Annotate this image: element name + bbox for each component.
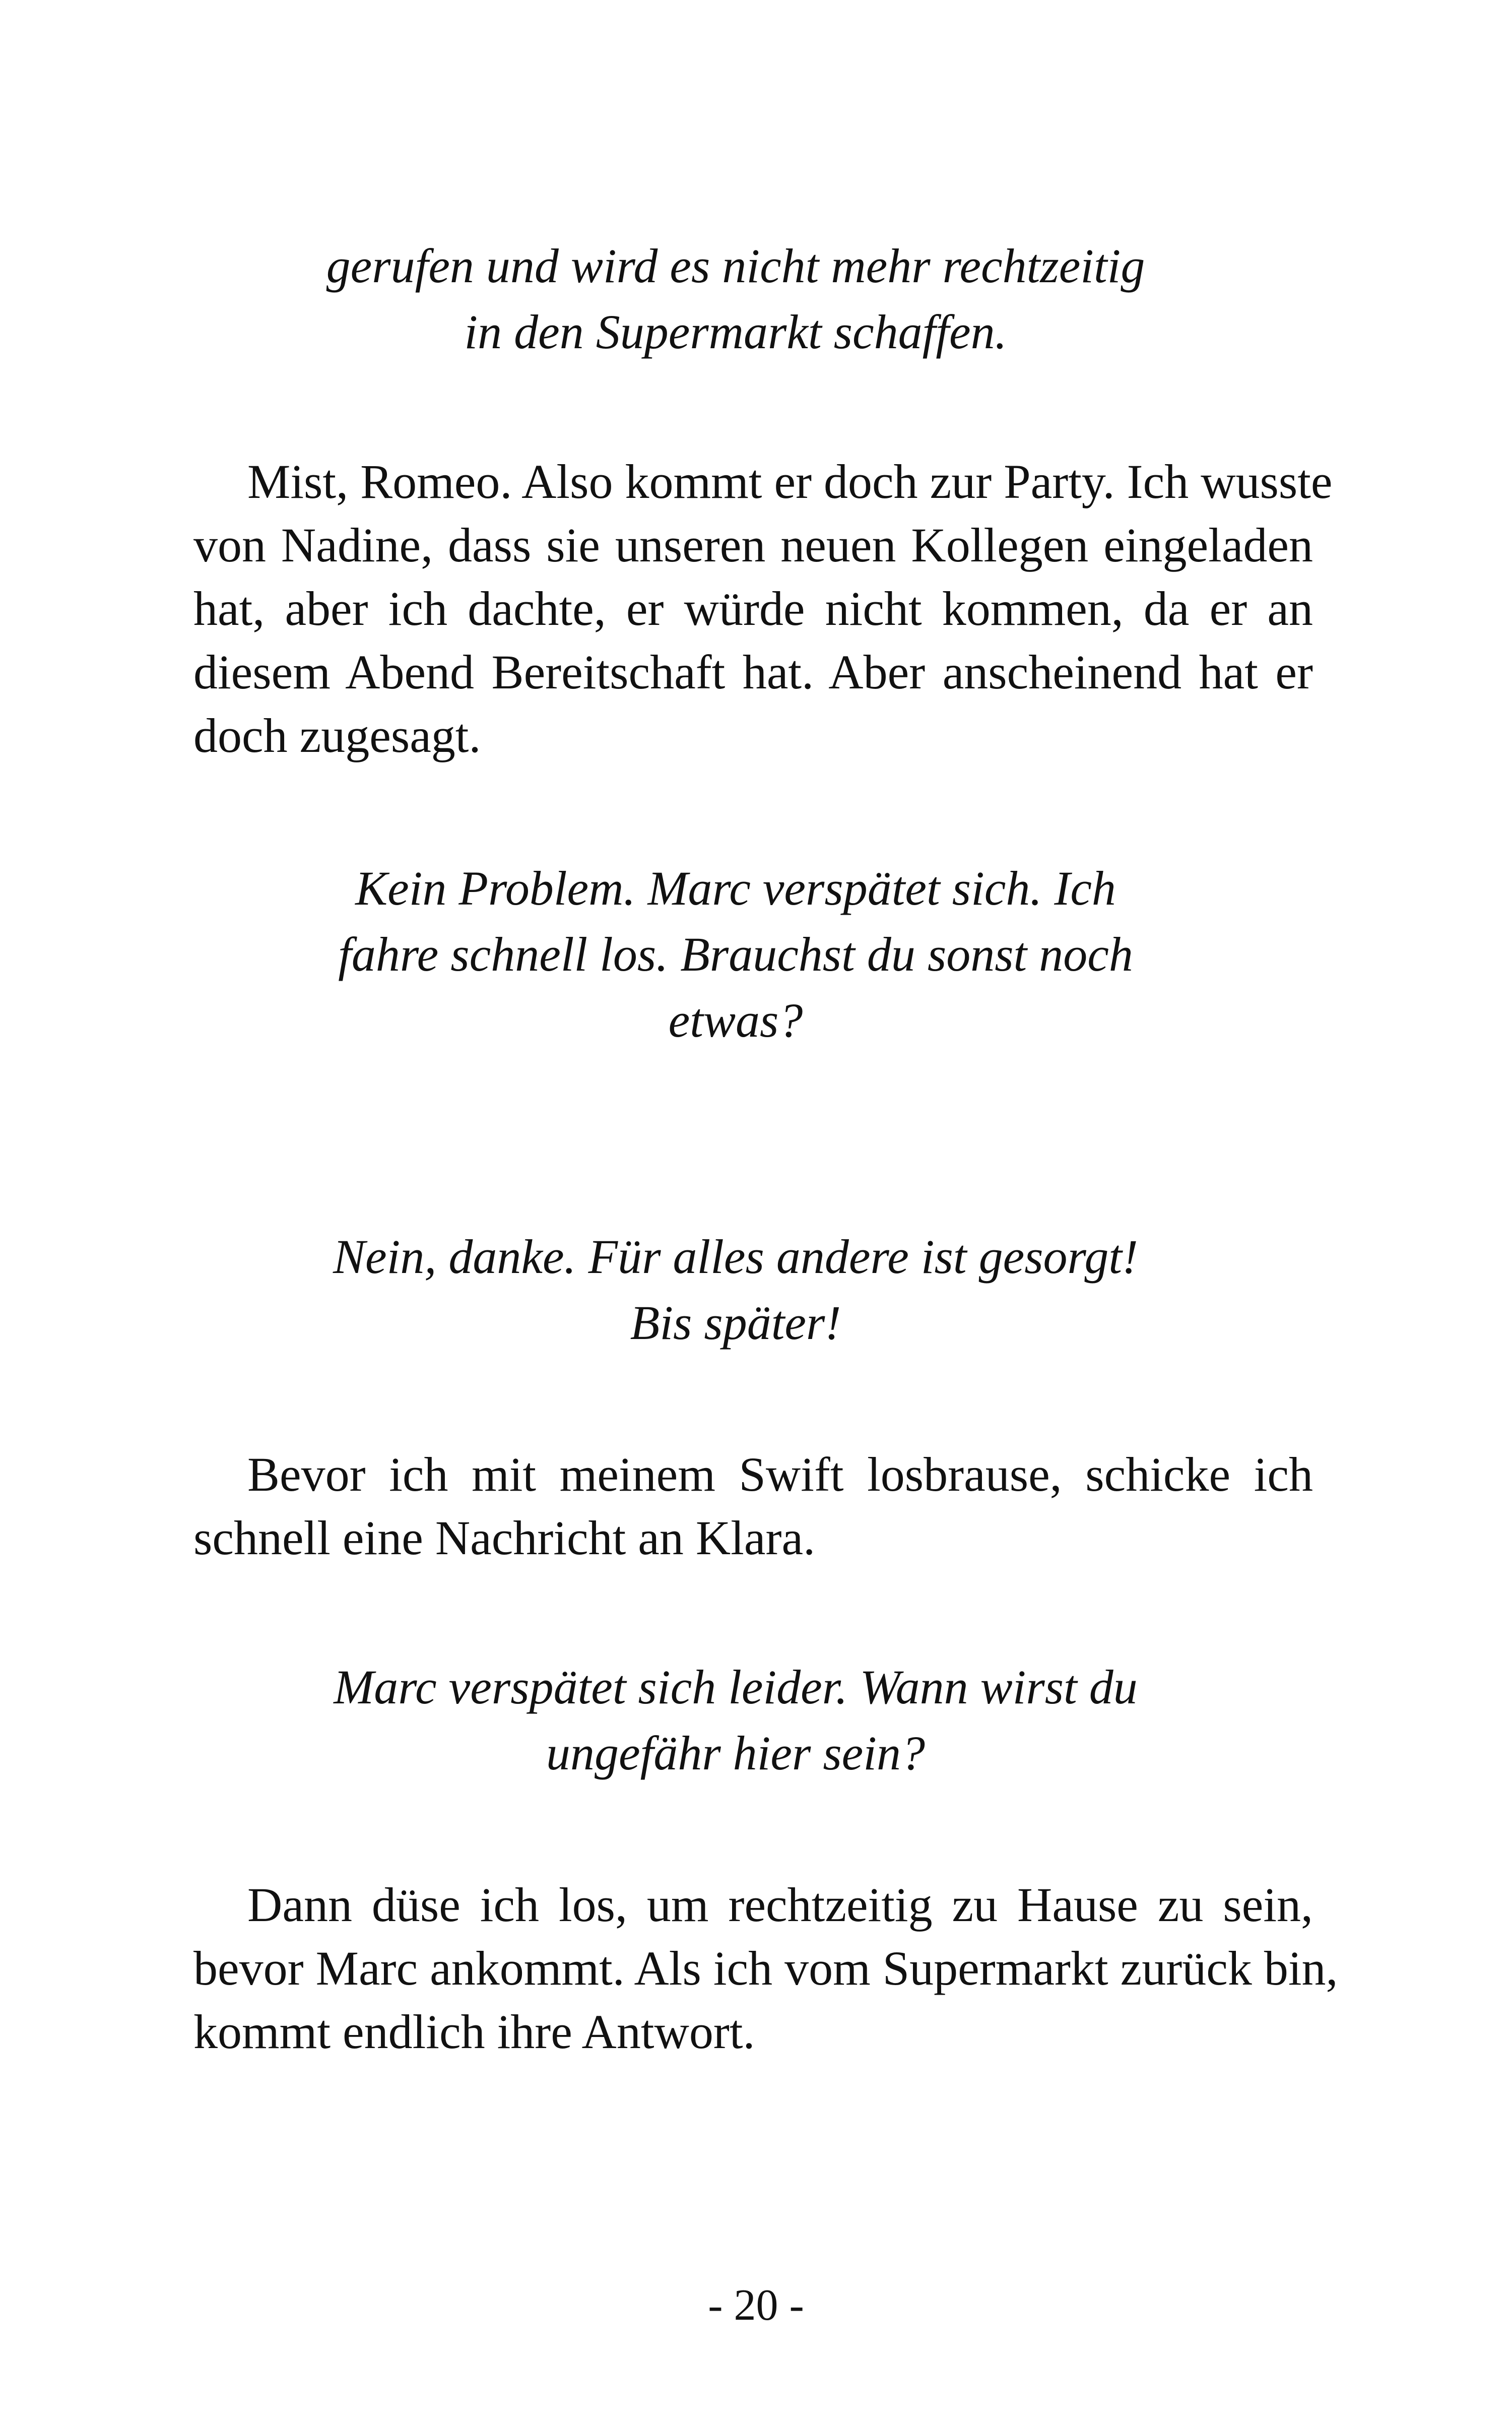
paragraph-3	[193, 1873, 1338, 2064]
paragraph-line: schnell eine Nachricht an Klara.	[193, 1511, 816, 1565]
paragraph-line: hat, aber ich dachte, er würde nicht kommen, da er an	[193, 582, 1313, 635]
message-line: Bis später!	[630, 1296, 841, 1350]
paragraph-line: bevor Marc ankommt. Als ich vom Supermarkt zurück bin,	[193, 1941, 1338, 1995]
text-message-3	[312, 1224, 1159, 1356]
message-line: etwas?	[668, 993, 803, 1047]
page-number: - 20 -	[708, 2281, 804, 2330]
paragraph-1	[193, 450, 1333, 768]
message-line: Kein Problem. Marc verspätet sich. Ich	[355, 861, 1116, 915]
paragraph-line: Mist, Romeo. Also kommt er doch zur Party. Ich wusste	[247, 455, 1333, 508]
paragraph-line: kommt endlich ihre Antwort.	[193, 2005, 755, 2059]
message-line: in den Supermarkt schaffen.	[464, 305, 1007, 359]
text-message-2	[312, 855, 1159, 1053]
text-message-1	[312, 233, 1159, 365]
paragraph-line: doch zugesagt.	[193, 709, 481, 762]
paragraph-2	[193, 1443, 1313, 1570]
message-line: ungefähr hier sein?	[546, 1726, 925, 1780]
message-line: gerufen und wird es nicht mehr rechtzeitig	[326, 239, 1145, 293]
paragraph-line: von Nadine, dass sie unseren neuen Kollegen eingeladen	[193, 518, 1313, 572]
text-message-4	[312, 1654, 1159, 1786]
paragraph-line: Dann düse ich los, um rechtzeitig zu Hause zu sein,	[247, 1878, 1313, 1932]
message-line: Marc verspätet sich leider. Wann wirst du	[334, 1660, 1138, 1714]
paragraph-line: Bevor ich mit meinem Swift losbrause, schicke ich	[247, 1447, 1313, 1501]
message-line: Nein, danke. Für alles andere ist gesorgt!	[333, 1230, 1138, 1284]
message-line: fahre schnell los. Brauchst du sonst noch	[338, 927, 1133, 981]
paragraph-line: diesem Abend Bereitschaft hat. Aber anscheinend hat er	[193, 645, 1313, 699]
